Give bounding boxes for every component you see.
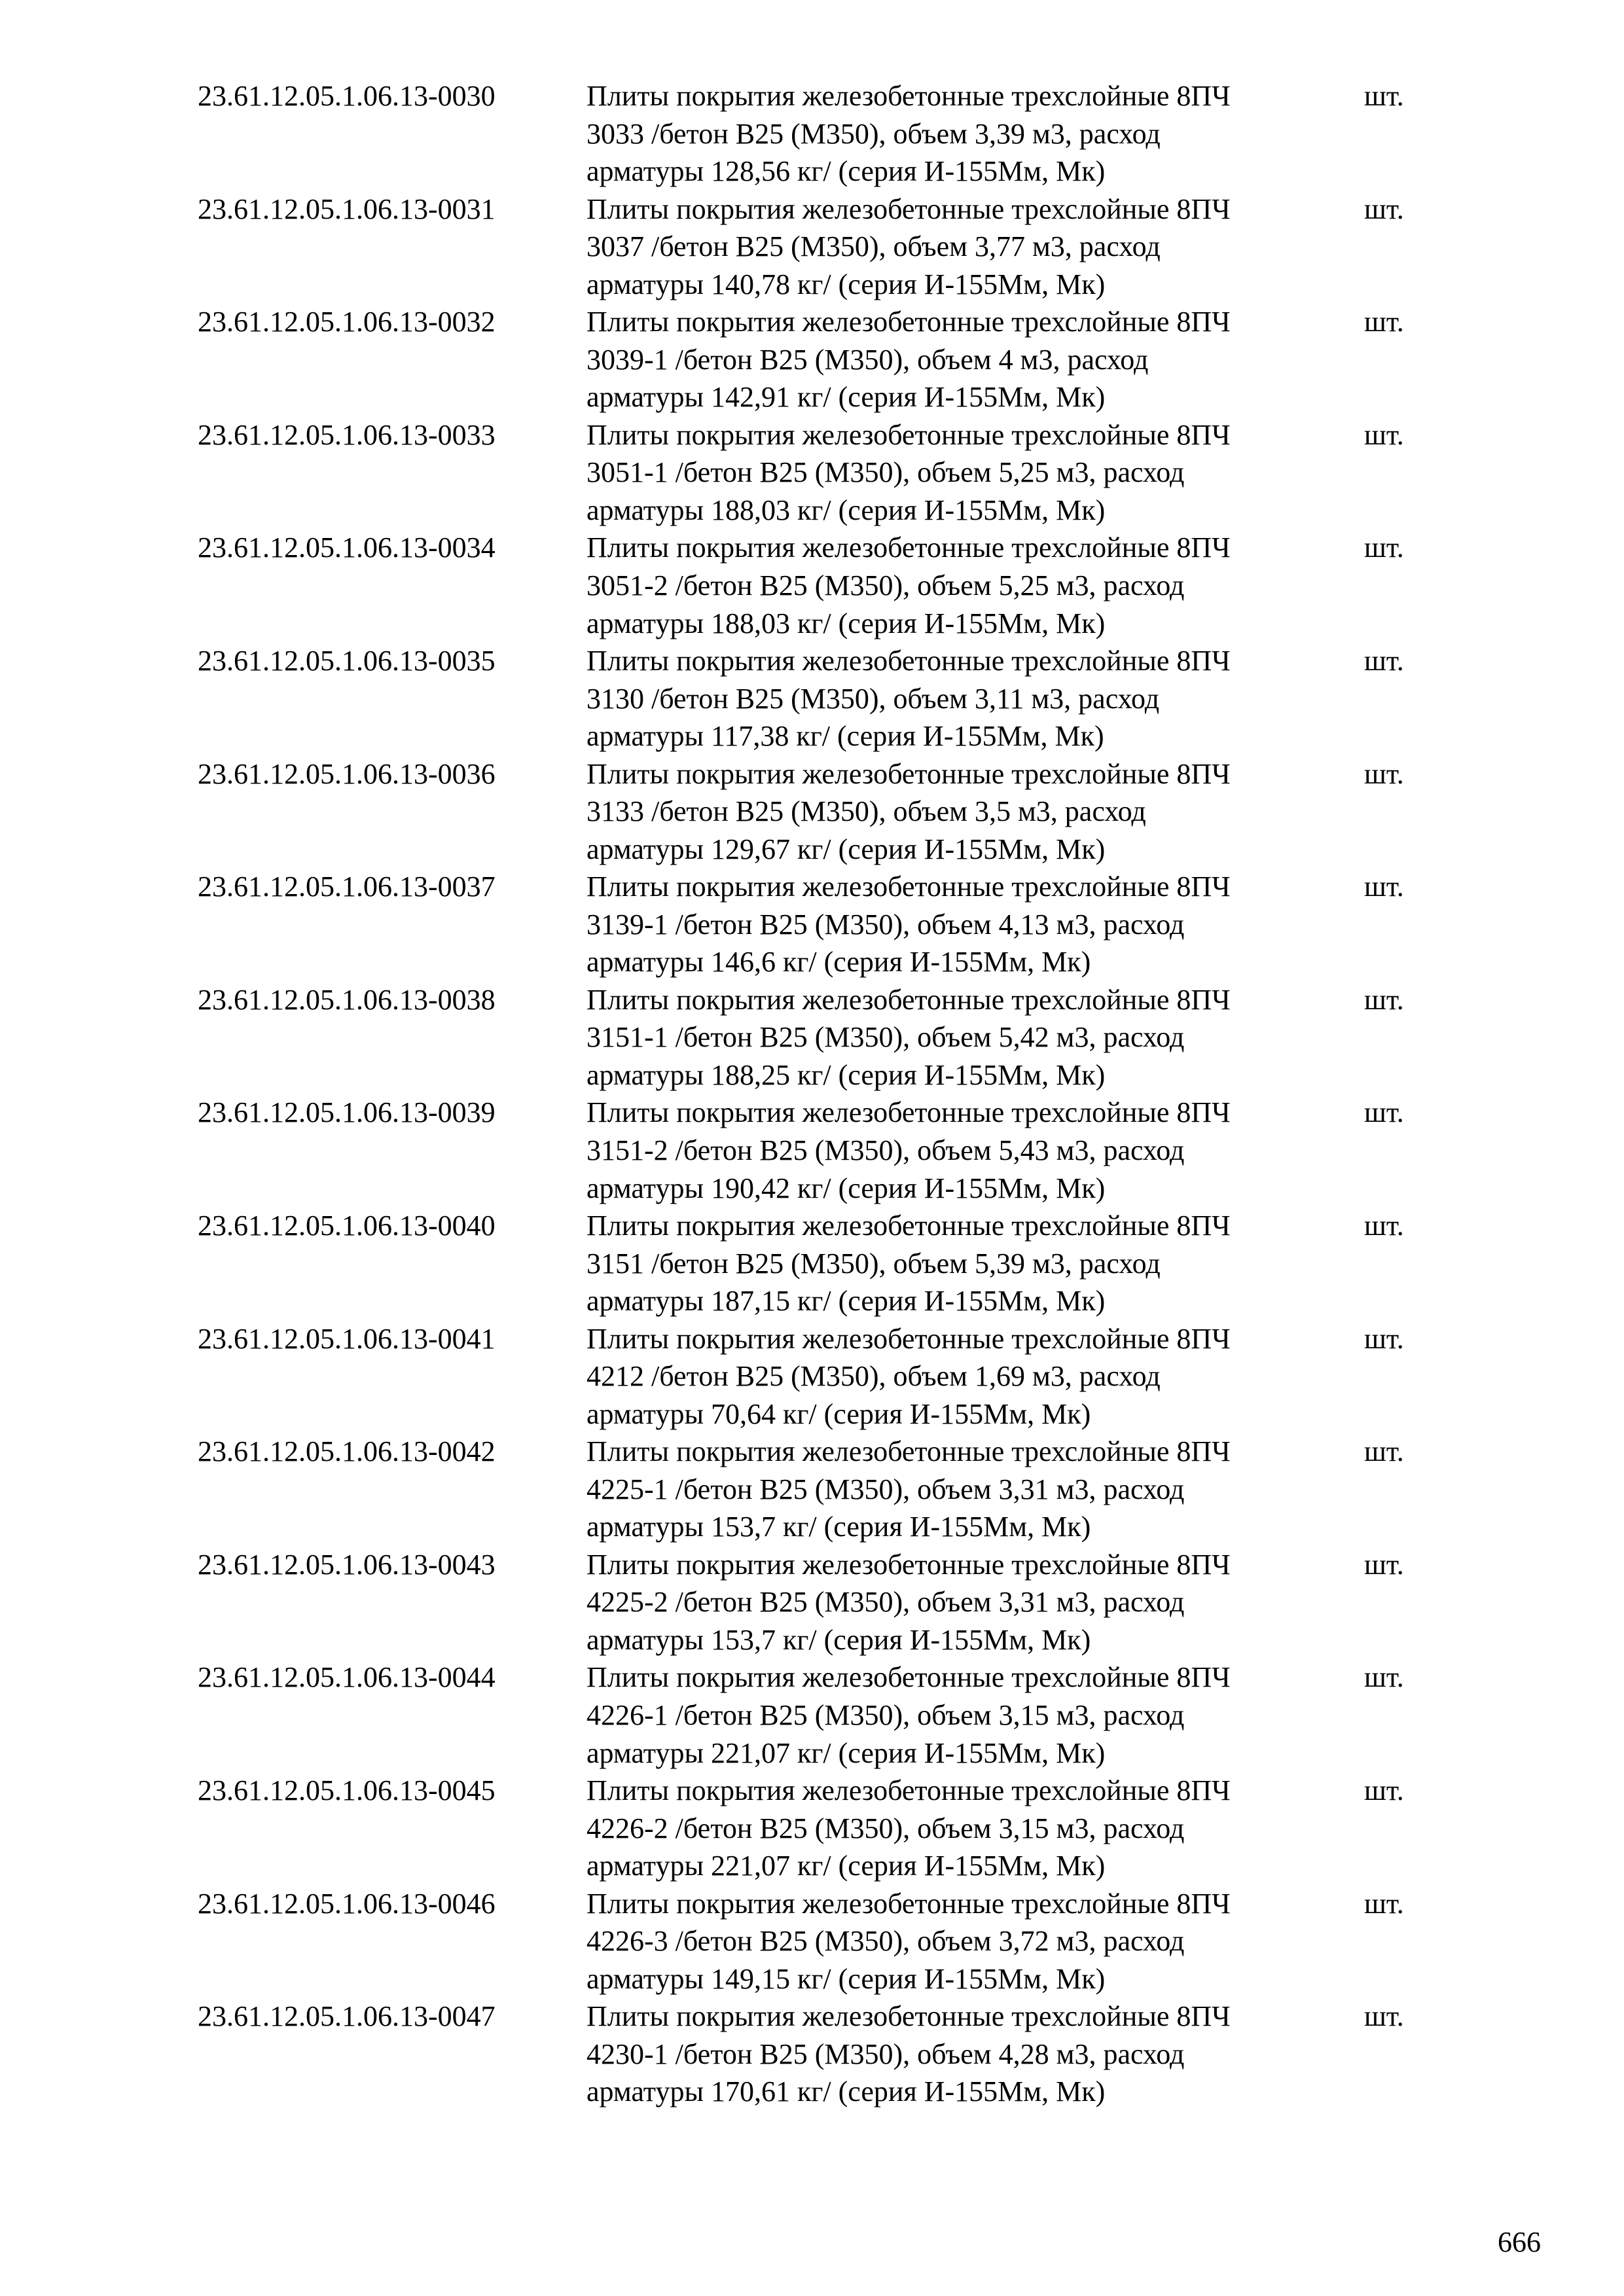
item-code: 23.61.12.05.1.06.13-0037 bbox=[198, 870, 496, 903]
description-line: арматуры 149,15 кг/ (серия И-155Мм, Мк) bbox=[586, 1962, 1106, 1995]
description-line: 4225-1 /бетон В25 (М350), объем 3,31 м3, расход bbox=[586, 1473, 1185, 1505]
description-line: арматуры 142,91 кг/ (серия И-155Мм, Мк) bbox=[586, 381, 1106, 414]
item-description bbox=[586, 981, 1339, 1094]
description-line: Плиты покрытия железобетонные трехслойные 8ПЧ bbox=[586, 757, 1231, 790]
item-unit: шт. bbox=[1364, 1548, 1404, 1581]
item-unit: шт. bbox=[1364, 1322, 1404, 1355]
item-unit: шт. bbox=[1364, 1887, 1404, 1920]
item-code: 23.61.12.05.1.06.13-0030 bbox=[198, 80, 496, 112]
item-unit: шт. bbox=[1364, 531, 1404, 564]
description-line: 3130 /бетон В25 (М350), объем 3,11 м3, расход bbox=[586, 682, 1160, 715]
description-line: арматуры 146,6 кг/ (серия И-155Мм, Мк) bbox=[586, 946, 1091, 978]
item-description bbox=[586, 1885, 1339, 1998]
table-row bbox=[198, 1885, 1441, 1998]
description-line: 3051-2 /бетон В25 (М350), объем 5,25 м3, расход bbox=[586, 569, 1185, 601]
description-line: арматуры 187,15 кг/ (серия И-155Мм, Мк) bbox=[586, 1285, 1106, 1318]
item-unit: шт. bbox=[1364, 192, 1404, 225]
item-code: 23.61.12.05.1.06.13-0033 bbox=[198, 418, 496, 451]
item-unit: шт. bbox=[1364, 80, 1404, 112]
description-line: Плиты покрытия железобетонные трехслойные 8ПЧ bbox=[586, 192, 1231, 225]
item-description bbox=[586, 1207, 1339, 1320]
page-number: 666 bbox=[1498, 2226, 1541, 2258]
description-line: 3037 /бетон В25 (М350), объем 3,77 м3, расход bbox=[586, 230, 1161, 263]
item-code: 23.61.12.05.1.06.13-0034 bbox=[198, 531, 496, 564]
item-unit: шт. bbox=[1364, 418, 1404, 451]
description-line: 3151 /бетон В25 (М350), объем 5,39 м3, расход bbox=[586, 1247, 1161, 1280]
item-unit: шт. bbox=[1364, 1774, 1404, 1806]
item-code: 23.61.12.05.1.06.13-0039 bbox=[198, 1096, 496, 1129]
description-line: Плиты покрытия железобетонные трехслойные 8ПЧ bbox=[586, 983, 1231, 1016]
description-line: 4212 /бетон В25 (М350), объем 1,69 м3, расход bbox=[586, 1360, 1161, 1393]
description-line: арматуры 140,78 кг/ (серия И-155Мм, Мк) bbox=[586, 268, 1106, 300]
description-line: Плиты покрытия железобетонные трехслойные 8ПЧ bbox=[586, 1661, 1231, 1694]
description-line: Плиты покрытия железобетонные трехслойные 8ПЧ bbox=[586, 531, 1231, 564]
description-line: 4226-1 /бетон В25 (М350), объем 3,15 м3, расход bbox=[586, 1698, 1185, 1731]
item-unit: шт. bbox=[1364, 1209, 1404, 1242]
table-row bbox=[198, 1433, 1441, 1546]
table-row bbox=[198, 755, 1441, 869]
table-row bbox=[198, 1207, 1441, 1320]
description-line: арматуры 128,56 кг/ (серия И-155Мм, Мк) bbox=[586, 155, 1106, 188]
item-code: 23.61.12.05.1.06.13-0031 bbox=[198, 192, 496, 225]
entries-list bbox=[198, 77, 1441, 2111]
item-code: 23.61.12.05.1.06.13-0038 bbox=[198, 983, 496, 1016]
item-code: 23.61.12.05.1.06.13-0036 bbox=[198, 757, 496, 790]
description-line: 3151-2 /бетон В25 (М350), объем 5,43 м3, расход bbox=[586, 1134, 1185, 1166]
description-line: арматуры 221,07 кг/ (серия И-155Мм, Мк) bbox=[586, 1736, 1106, 1769]
item-code: 23.61.12.05.1.06.13-0047 bbox=[198, 2000, 496, 2033]
description-line: арматуры 188,03 кг/ (серия И-155Мм, Мк) bbox=[586, 607, 1106, 639]
description-line: Плиты покрытия железобетонные трехслойные 8ПЧ bbox=[586, 644, 1231, 677]
table-row bbox=[198, 1320, 1441, 1433]
item-description bbox=[586, 190, 1339, 304]
item-description bbox=[586, 868, 1339, 981]
item-unit: шт. bbox=[1364, 306, 1404, 338]
table-row bbox=[198, 981, 1441, 1094]
description-line: 3151-1 /бетон В25 (М350), объем 5,42 м3, расход bbox=[586, 1021, 1185, 1054]
table-row bbox=[198, 1659, 1441, 1772]
item-description bbox=[586, 1546, 1339, 1659]
table-row bbox=[198, 416, 1441, 529]
description-line: Плиты покрытия железобетонные трехслойные 8ПЧ bbox=[586, 1209, 1231, 1242]
item-code: 23.61.12.05.1.06.13-0046 bbox=[198, 1887, 496, 1920]
description-line: Плиты покрытия железобетонные трехслойные 8ПЧ bbox=[586, 1435, 1231, 1468]
description-line: Плиты покрытия железобетонные трехслойные 8ПЧ bbox=[586, 306, 1231, 338]
item-code: 23.61.12.05.1.06.13-0035 bbox=[198, 644, 496, 677]
description-line: 3039-1 /бетон В25 (М350), объем 4 м3, расход bbox=[586, 343, 1149, 376]
table-row bbox=[198, 1546, 1441, 1659]
description-line: арматуры 221,07 кг/ (серия И-155Мм, Мк) bbox=[586, 1850, 1106, 1882]
table-row bbox=[198, 190, 1441, 304]
description-line: арматуры 188,25 кг/ (серия И-155Мм, Мк) bbox=[586, 1058, 1106, 1091]
description-line: Плиты покрытия железобетонные трехслойные 8ПЧ bbox=[586, 1096, 1231, 1129]
item-description bbox=[586, 1433, 1339, 1546]
item-description bbox=[586, 1772, 1339, 1885]
item-description bbox=[586, 77, 1339, 190]
description-line: арматуры 153,7 кг/ (серия И-155Мм, Мк) bbox=[586, 1511, 1091, 1543]
description-line: арматуры 70,64 кг/ (серия И-155Мм, Мк) bbox=[586, 1397, 1091, 1430]
description-line: Плиты покрытия железобетонные трехслойные 8ПЧ bbox=[586, 1322, 1231, 1355]
description-line: 3133 /бетон В25 (М350), объем 3,5 м3, расход bbox=[586, 795, 1146, 828]
description-line: арматуры 117,38 кг/ (серия И-155Мм, Мк) bbox=[586, 720, 1104, 753]
item-unit: шт. bbox=[1364, 2000, 1404, 2033]
description-line: Плиты покрытия железобетонные трехслойные 8ПЧ bbox=[586, 1887, 1231, 1920]
item-code: 23.61.12.05.1.06.13-0041 bbox=[198, 1322, 496, 1355]
description-line: арматуры 188,03 кг/ (серия И-155Мм, Мк) bbox=[586, 493, 1106, 526]
item-unit: шт. bbox=[1364, 1435, 1404, 1468]
table-row bbox=[198, 1094, 1441, 1207]
table-row bbox=[198, 868, 1441, 981]
table-row bbox=[198, 529, 1441, 642]
item-unit: шт. bbox=[1364, 983, 1404, 1016]
description-line: арматуры 190,42 кг/ (серия И-155Мм, Мк) bbox=[586, 1172, 1106, 1204]
table-row bbox=[198, 303, 1441, 416]
table-row bbox=[198, 642, 1441, 755]
description-line: Плиты покрытия железобетонные трехслойные 8ПЧ bbox=[586, 1774, 1231, 1806]
item-description bbox=[586, 416, 1339, 529]
item-code: 23.61.12.05.1.06.13-0043 bbox=[198, 1548, 496, 1581]
description-line: 3051-1 /бетон В25 (М350), объем 5,25 м3, расход bbox=[586, 456, 1185, 489]
item-description bbox=[586, 1998, 1339, 2111]
description-line: Плиты покрытия железобетонные трехслойные 8ПЧ bbox=[586, 2000, 1231, 2033]
description-line: 3139-1 /бетон В25 (М350), объем 4,13 м3, расход bbox=[586, 908, 1185, 941]
description-line: арматуры 170,61 кг/ (серия И-155Мм, Мк) bbox=[586, 2075, 1106, 2108]
item-unit: шт. bbox=[1364, 1661, 1404, 1694]
item-code: 23.61.12.05.1.06.13-0042 bbox=[198, 1435, 496, 1468]
item-description bbox=[586, 642, 1339, 755]
description-line: Плиты покрытия железобетонные трехслойные 8ПЧ bbox=[586, 870, 1231, 903]
item-description bbox=[586, 755, 1339, 869]
description-line: 4226-3 /бетон В25 (М350), объем 3,72 м3, расход bbox=[586, 1925, 1185, 1958]
description-line: 4230-1 /бетон В25 (М350), объем 4,28 м3, расход bbox=[586, 2037, 1185, 2070]
description-line: 4225-2 /бетон В25 (М350), объем 3,31 м3, расход bbox=[586, 1586, 1185, 1619]
item-code: 23.61.12.05.1.06.13-0044 bbox=[198, 1661, 496, 1694]
table-row bbox=[198, 1998, 1441, 2111]
item-unit: шт. bbox=[1364, 870, 1404, 903]
description-line: арматуры 153,7 кг/ (серия И-155Мм, Мк) bbox=[586, 1623, 1091, 1656]
item-code: 23.61.12.05.1.06.13-0045 bbox=[198, 1774, 496, 1806]
description-line: Плиты покрытия железобетонные трехслойные 8ПЧ bbox=[586, 1548, 1231, 1581]
description-line: Плиты покрытия железобетонные трехслойные 8ПЧ bbox=[586, 418, 1231, 451]
item-unit: шт. bbox=[1364, 757, 1404, 790]
description-line: Плиты покрытия железобетонные трехслойные 8ПЧ bbox=[586, 80, 1231, 112]
item-description bbox=[586, 1659, 1339, 1772]
description-line: арматуры 129,67 кг/ (серия И-155Мм, Мк) bbox=[586, 833, 1106, 865]
item-code: 23.61.12.05.1.06.13-0032 bbox=[198, 306, 496, 338]
table-row bbox=[198, 77, 1441, 190]
description-line: 3033 /бетон В25 (М350), объем 3,39 м3, расход bbox=[586, 117, 1161, 150]
item-description bbox=[586, 1320, 1339, 1433]
item-description bbox=[586, 529, 1339, 642]
item-code: 23.61.12.05.1.06.13-0040 bbox=[198, 1209, 496, 1242]
description-line: 4226-2 /бетон В25 (М350), объем 3,15 м3, расход bbox=[586, 1812, 1185, 1844]
item-unit: шт. bbox=[1364, 644, 1404, 677]
item-unit: шт. bbox=[1364, 1096, 1404, 1129]
table-row bbox=[198, 1772, 1441, 1885]
item-description bbox=[586, 1094, 1339, 1207]
item-description bbox=[586, 303, 1339, 416]
